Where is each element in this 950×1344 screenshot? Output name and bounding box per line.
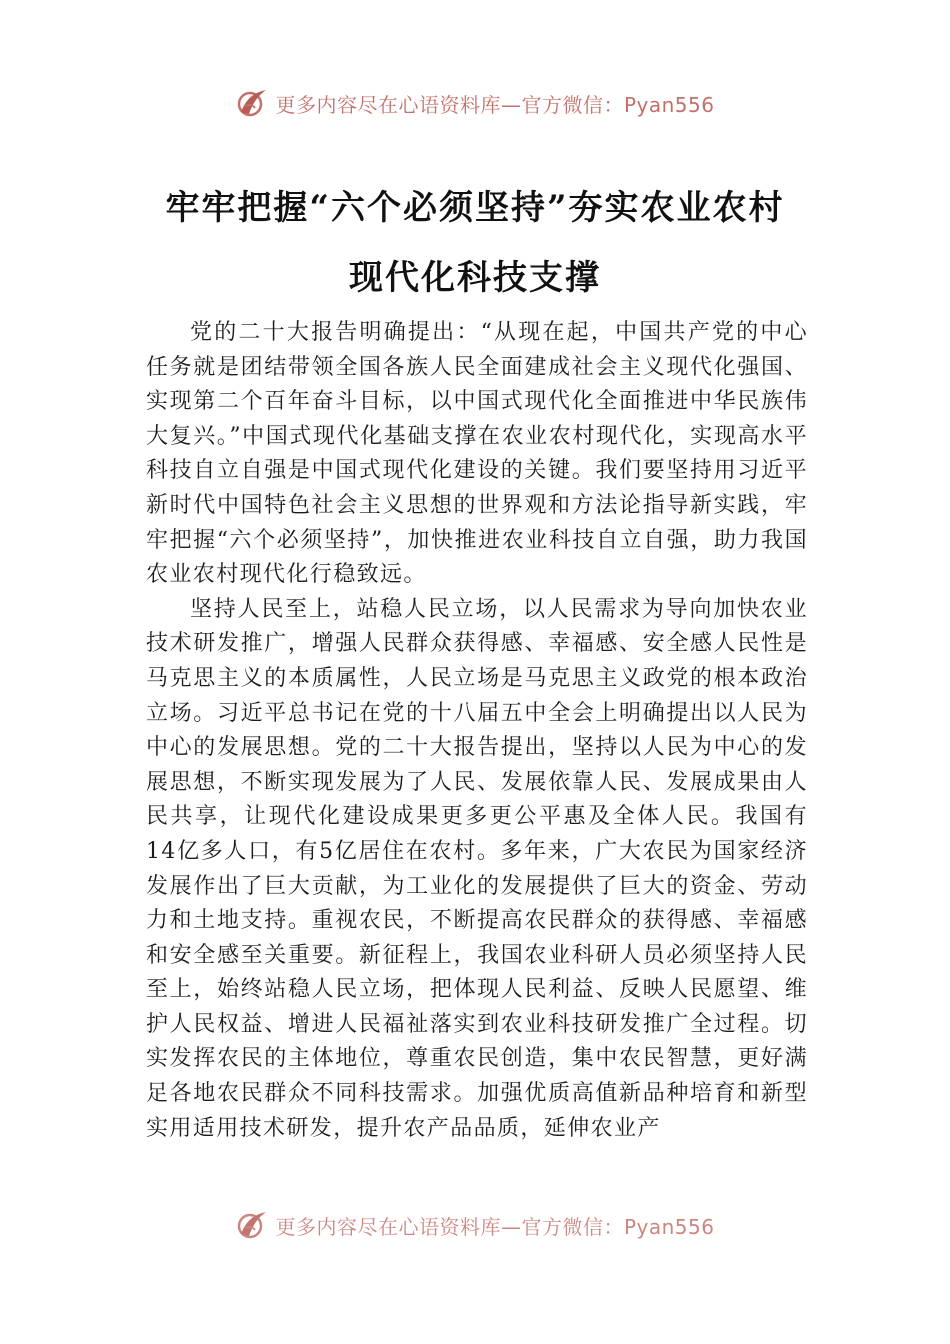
paragraph-1: 党的二十大报告明确提出：“从现在起，中国共产党的中心任务就是团结带领全国各族人民全面建成社会主义现代化强国、实现第二个百年奋斗目标，以中国式现代化全面推进中华民族伟大复兴。”中国式现代化基础支撑在农业农村现代化，实现高水平科技自立自强是中国式现代化建设的关键。我们要坚持用习近平新时代中国特色社会主义思想的世界观和方法论指导新实践，牢牢把握“六个必须坚持”，加快推进农业科技自立自强，助力我国农业农村现代化行稳致远。 <box>146 320 808 588</box>
watermark-text: 更多内容尽在心语资料库—官方微信：Pyan556 <box>275 92 715 117</box>
watermark-text: 更多内容尽在心语资料库—官方微信：Pyan556 <box>275 1214 715 1239</box>
document-title-line-1: 牢牢把握“六个必须坚持”夯实农业农村 <box>165 188 785 228</box>
footer-watermark <box>0 1208 950 1242</box>
header-watermark <box>0 86 950 120</box>
document-body <box>146 316 808 1208</box>
brush-logo-icon <box>235 86 269 120</box>
document-title-line-2: 现代化科技支撑 <box>349 258 601 298</box>
brush-logo-icon <box>235 1208 269 1242</box>
paragraph-2: 坚持人民至上，站稳人民立场，以人民需求为导向加快农业技术研发推广，增强人民群众获得感、幸福感、安全感人民性是马克思主义的本质属性，人民立场是马克思主义政党的根本政治立场。习近平总书记在党的十八届五中全会上明确提出以人民为中心的发展思想。党的二十大报告提出，坚持以人民为中心的发展思想，不断实现发展为了人民、发展依靠人民、发展成果由人民共享，让现代化建设成果更多更公平惠及全体人民。我国有14亿多人口，有5亿居住在农村。多年来，广大农民为国家经济发展作出了巨大贡献，为工业化的发展提供了巨大的资金、劳动力和土地支持。重视农民，不断提高农民群众的获得感、幸福感和安全感至关重要。新征程上，我国农业科研人员必须坚持人民至上，始终站稳人民立场，把体现人民利益、反映人民愿望、维护人民权益、增进人民福祉落实到农业科技研发推广全过程。切实发挥农民的主体地位，尊重农民创造，集中农民智慧，更好满足各地农民群众不同科技需求。加强优质高值新品种培育和新型实用适用技术研发，提升农产品品质，延伸农业产 <box>146 596 808 1141</box>
